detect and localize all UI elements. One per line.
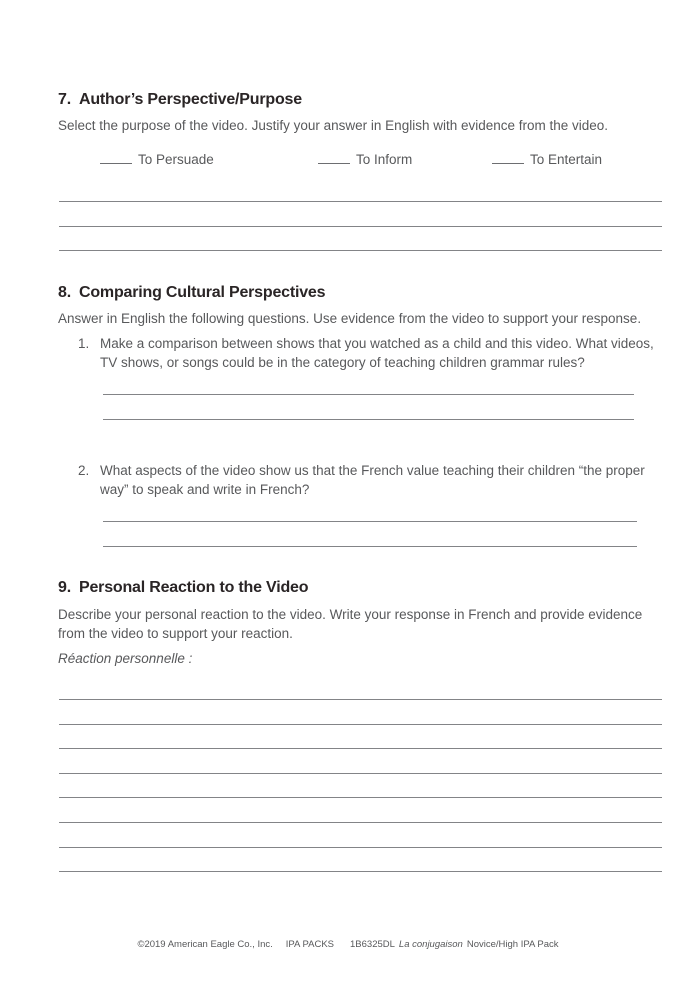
writing-line bbox=[103, 419, 634, 420]
answer-blank bbox=[100, 150, 132, 164]
question-2-number: 2. bbox=[78, 463, 90, 478]
writing-line bbox=[59, 226, 662, 227]
writing-line bbox=[103, 521, 637, 522]
section-9-number: 9. bbox=[58, 579, 71, 596]
question-2-text: What aspects of the video show us that the French value teaching their children “the proper way” to speak and write in French? bbox=[100, 463, 645, 497]
footer-code: 1B6325DL bbox=[350, 939, 395, 950]
section-8-heading bbox=[58, 283, 325, 303]
reaction-prompt: Réaction personnelle : bbox=[58, 651, 193, 666]
section-7-heading bbox=[58, 90, 302, 110]
purpose-option-entertain bbox=[492, 150, 602, 168]
question-1-text: Make a comparison between shows that you watched as a child and this video. What videos, TV shows, or songs could be in the category of teaching children grammar rules? bbox=[100, 336, 654, 370]
section-7-intro: Select the purpose of the video. Justify your answer in English with evidence from the video. bbox=[58, 118, 609, 133]
writing-line bbox=[59, 201, 662, 202]
purpose-option-label: To Entertain bbox=[530, 152, 603, 167]
page-footer bbox=[0, 939, 696, 951]
writing-line bbox=[103, 546, 637, 547]
section-9-intro: Describe your personal reaction to the video. Write your response in French and provide evidence from the video to support your reaction. bbox=[58, 607, 643, 641]
writing-line bbox=[103, 394, 634, 395]
writing-line bbox=[59, 250, 662, 251]
section-8-title: Comparing Cultural Perspectives bbox=[79, 284, 326, 301]
answer-blank bbox=[318, 150, 350, 164]
purpose-option-label: To Inform bbox=[356, 152, 413, 167]
writing-line bbox=[59, 773, 662, 774]
answer-blank bbox=[492, 150, 524, 164]
writing-line bbox=[59, 871, 662, 872]
purpose-option-label: To Persuade bbox=[138, 152, 214, 167]
writing-line bbox=[59, 847, 662, 848]
section-9-heading bbox=[58, 578, 308, 598]
purpose-option-persuade bbox=[100, 150, 214, 168]
footer-title: La conjugaison bbox=[398, 939, 463, 950]
question-1-number: 1. bbox=[78, 336, 90, 351]
section-7-number: 7. bbox=[58, 91, 71, 108]
writing-line bbox=[59, 748, 662, 749]
writing-line bbox=[59, 724, 662, 725]
section-8-intro: Answer in English the following questions. Use evidence from the video to support your response. bbox=[58, 311, 642, 326]
footer-suffix: Novice/High IPA Pack bbox=[466, 939, 559, 950]
writing-line bbox=[59, 797, 662, 798]
writing-line bbox=[59, 699, 662, 700]
section-7-title: Author’s Perspective/Purpose bbox=[79, 91, 302, 108]
writing-line bbox=[59, 822, 662, 823]
footer-copyright: ©2019 American Eagle Co., Inc. bbox=[137, 939, 273, 950]
purpose-option-inform bbox=[318, 150, 412, 168]
section-9-title: Personal Reaction to the Video bbox=[79, 579, 309, 596]
section-8-number: 8. bbox=[58, 284, 71, 301]
footer-series: IPA PACKS bbox=[285, 939, 335, 950]
